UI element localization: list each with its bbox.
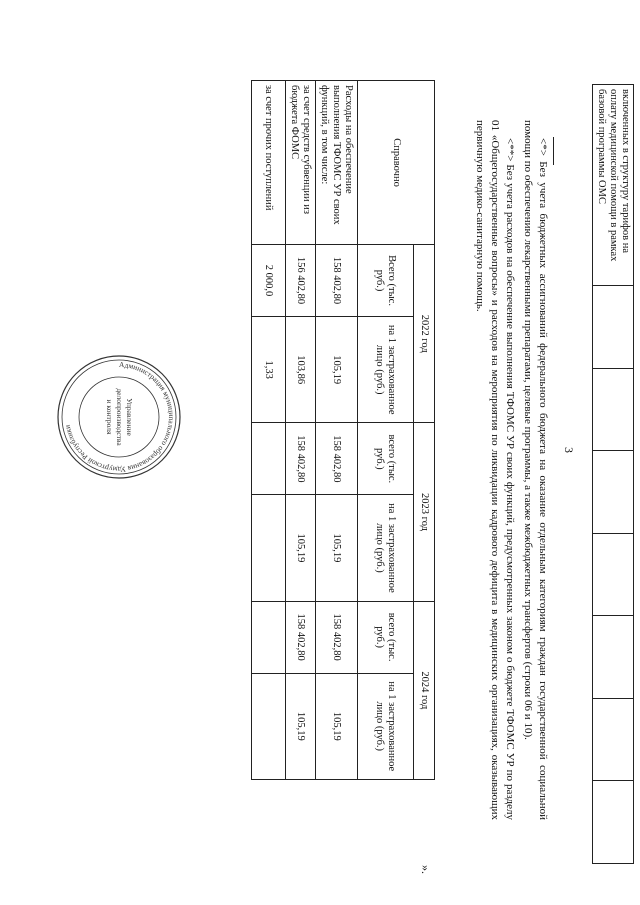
table-cell: 105,19	[316, 495, 358, 601]
table-cell	[252, 673, 286, 779]
table-row	[252, 81, 286, 780]
table-cell: 105,19	[316, 317, 358, 423]
row-label: за счет средств субвенции из бюджета ФОМС	[286, 81, 316, 245]
footnote-1: <*> Без учета бюджетных ассигнований федерального бюджета на оказание отдельным категориям граждан государственной социальной помощи по обеспечению лекарственными препаратами, целевые программы, а также межбюджетных трансфертов (строки 06 и 10).	[522, 120, 549, 820]
top-table	[592, 84, 634, 864]
stamp-line: Управление	[125, 398, 134, 436]
table-cell: 1,33	[252, 317, 286, 423]
year-2024-header: 2024 год	[414, 601, 435, 779]
table-cell	[252, 495, 286, 601]
table-cell: 105,19	[316, 673, 358, 779]
subheader-cell: на 1 застрахованное лицо (руб.)	[358, 317, 414, 423]
subheader-cell: на 1 застрахованное лицо (руб.)	[358, 673, 414, 779]
table-cell: 2 000,0	[252, 245, 286, 317]
table-cell	[593, 616, 634, 699]
table-cell: 105,19	[286, 673, 316, 779]
top-table-label: включенных в структуру тарифов на оплату медицинской помощи в рамках базовой программы ОМС	[593, 85, 634, 286]
table-cell	[593, 781, 634, 864]
reference-table	[251, 80, 435, 780]
ref-label-header: Справочно	[358, 81, 435, 245]
table-cell: 103,86	[286, 317, 316, 423]
year-2022-header: 2022 год	[414, 245, 435, 423]
stamp-outer-text: Администрация муниципального образования Удмуртской Республики	[62, 359, 177, 475]
table-cell: 158 402,80	[316, 601, 358, 673]
row-label: за счет прочих поступлений	[252, 81, 286, 245]
subheader-cell: всего (тыс. руб.)	[358, 423, 414, 495]
table-cell	[593, 286, 634, 369]
table-cell: 158 402,80	[316, 245, 358, 317]
page-number: 3	[562, 447, 576, 453]
subheader-cell: Всего (тыс. руб.)	[358, 245, 414, 317]
table-cell: 158 402,80	[316, 423, 358, 495]
stamp-line: делопроизводства	[115, 388, 124, 446]
table-cell: 158 402,80	[286, 423, 316, 495]
table-header-row	[414, 81, 435, 780]
closing-mark: ».	[419, 865, 433, 874]
row-label: Расходы на обеспечение выполнения ТФОМС УР своих функций, в том числе:	[316, 81, 358, 245]
year-2023-header: 2023 год	[414, 423, 435, 601]
table-cell	[593, 368, 634, 451]
table-row	[316, 81, 358, 780]
table-cell: 105,19	[286, 495, 316, 601]
stamp-line: и контроля	[105, 399, 114, 435]
subheader-cell: на 1 застрахованное лицо (руб.)	[358, 495, 414, 601]
table-cell	[593, 533, 634, 616]
footnote-separator	[553, 137, 554, 165]
subheader-cell: всего (тыс. руб.)	[358, 601, 414, 673]
table-cell	[593, 698, 634, 781]
table-cell: 158 402,80	[286, 601, 316, 673]
table-row	[593, 85, 634, 864]
table-cell	[252, 601, 286, 673]
footnote-2: <**> Без учета расходов на обеспечение выполнения ТФОМС УР своих функций, предусмотренных законом о бюджете ТФОМС УР по разделу 01 «Общегосударственные вопросы» и расходов на мероприятия по ликвидации кадрового дефицита в медицинских организациях, оказывающих первичную медико-санитарную помощь.	[474, 120, 516, 820]
table-row	[286, 81, 316, 780]
official-stamp	[54, 352, 184, 482]
table-cell	[252, 423, 286, 495]
table-cell: 156 402,80	[286, 245, 316, 317]
table-cell	[593, 451, 634, 534]
